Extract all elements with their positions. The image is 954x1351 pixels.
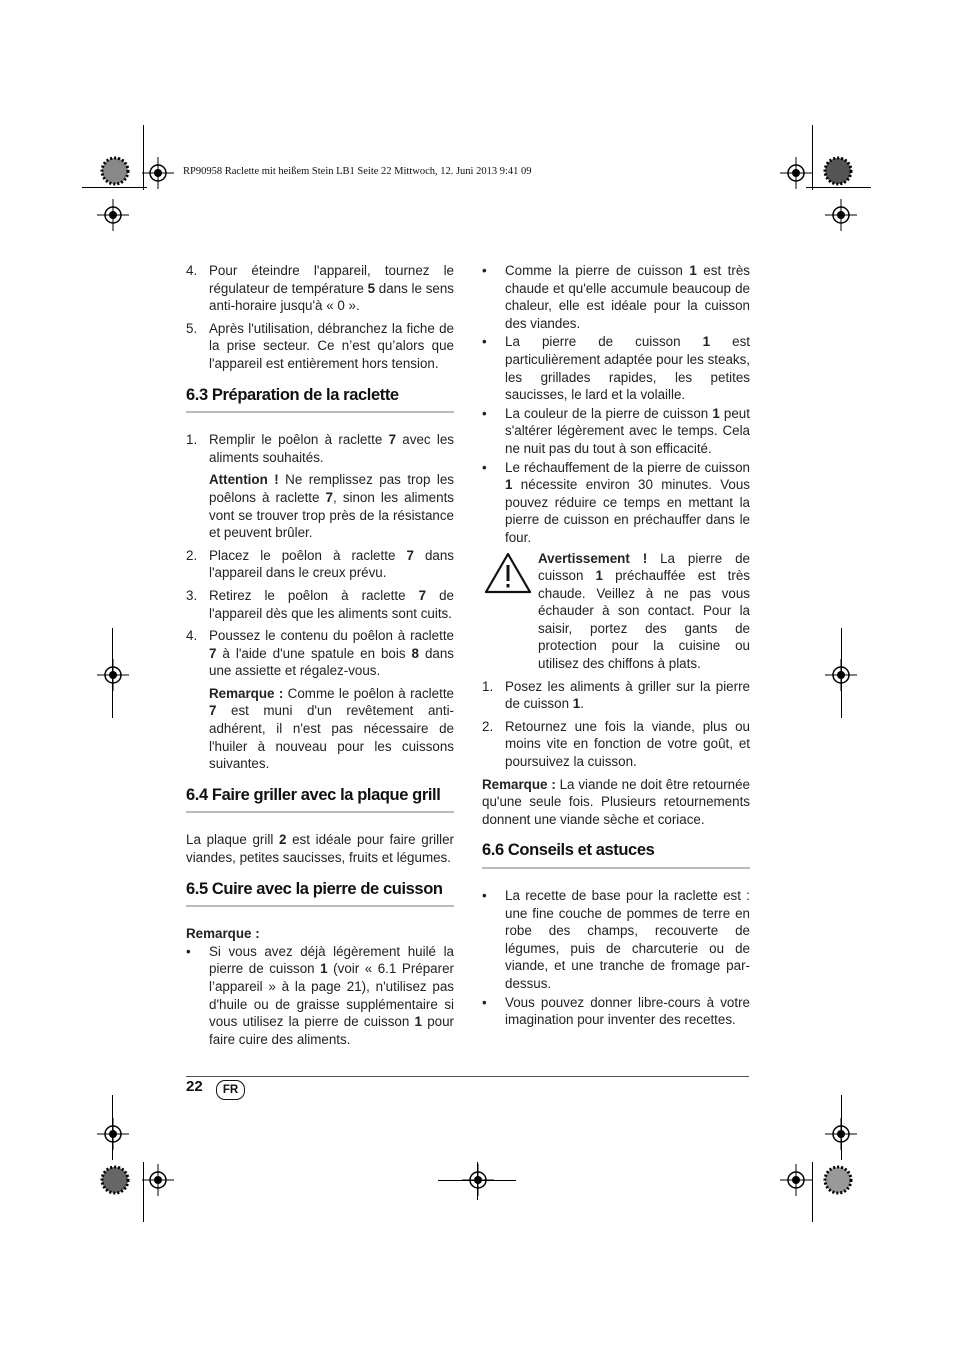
bullet-item: • Si vous avez déjà légèrement huilé la pierre de cuisson 1 (voir « 6.1 Préparer l’appareil » à la page 21), n'utilisez pas d'huile ou de graisse supplémentaire si vous utilisez la pierre de cuisson 1 pour faire cuire des aliments. — [186, 943, 454, 1047]
page-number: 22 — [186, 1078, 203, 1095]
bullet-item: • La recette de base pour la raclette est : une fine couche de pommes de terre en robe des champs, recouverte de légumes, puis de charcuterie ou de viande, et une tranche de fromage par-dessus. — [482, 888, 750, 991]
registration-mark-icon — [97, 1118, 129, 1150]
registration-mark-icon — [825, 199, 857, 231]
remark-note: Remarque : Comme le poêlon à raclette 7 est muni d'un revêtement anti-adhérent, il n'est pas nécessaire de l'huiler à nouveau pour les cuissons suivantes. — [209, 685, 454, 772]
list-item: 4. Poussez le contenu du poêlon à raclette 7 à l'aide d'une spatule en bois 8 dans une assiette et régalez-vous. — [186, 628, 454, 679]
registration-mark-icon — [97, 659, 129, 691]
section-heading-6-3: 6.3 Préparation de la raclette — [186, 387, 454, 414]
footer-rule — [186, 1076, 749, 1077]
registration-mark-icon — [780, 157, 812, 189]
attention-note: Attention ! Ne remplissez pas trop les poêlons à raclette 7, sinon les aliments vont se trouver trop près de la résistance et peuvent brûler. — [209, 472, 454, 541]
list-item: 4. Pour éteindre l'appareil, tournez le régulateur de température 5 dans le sens anti-horaire jusqu'à « 0 ». — [186, 263, 454, 314]
color-wheel-icon — [100, 1165, 130, 1195]
list-item: 5. Après l'utilisation, débranchez la fiche de la prise secteur. Ce n’est qu’alors que l'appareil est entièrement hors tension. — [186, 320, 454, 371]
registration-mark-icon — [780, 1164, 812, 1196]
list-item: 2. Placez le poêlon à raclette 7 dans l'appareil dans le creux prévu. — [186, 547, 454, 581]
section-heading-6-4: 6.4 Faire griller avec la plaque grill — [186, 787, 454, 814]
list-item: 2. Retournez une fois la viande, plus ou moins vite en fonction de votre goût, et poursuivez la cuisson. — [482, 718, 750, 770]
bullet-item: • Le réchauffement de la pierre de cuisson 1 nécessite environ 30 minutes. Vous pouvez réduire ce temps en mettant la pierre de cuisson en préchauffer dans le four. — [482, 459, 750, 545]
color-wheel-icon — [100, 156, 130, 186]
list-item: 3. Retirez le poêlon à raclette 7 de l'appareil dès que les aliments sont cuits. — [186, 587, 454, 621]
section-heading-6-5: 6.5 Cuire avec la pierre de cuisson — [186, 881, 454, 908]
registration-mark-icon — [142, 157, 174, 189]
warning-triangle-icon — [484, 552, 532, 594]
registration-mark-icon — [462, 1164, 494, 1196]
registration-mark-icon — [97, 199, 129, 231]
color-wheel-icon — [823, 156, 853, 186]
language-badge: FR — [216, 1080, 245, 1100]
remark-label: Remarque : — [186, 926, 260, 942]
bullet-item: • Vous pouvez donner libre-cours à votre imagination pour inventer des recettes. — [482, 994, 750, 1028]
bullet-item: • Comme la pierre de cuisson 1 est très chaude et qu'elle accumule beaucoup de chaleur, elle est idéale pour la cuisson des viandes. — [482, 263, 750, 331]
bullet-item: • La pierre de cuisson 1 est particulièrement adaptée pour les steaks, les grillades rapides, les petites saucisses, le lard et la volaille. — [482, 334, 750, 403]
color-wheel-icon — [823, 1165, 853, 1195]
print-header: RP90958 Raclette mit heißem Stein LB1 Seite 22 Mittwoch, 12. Juni 2013 9:41 09 — [183, 166, 532, 177]
right-column — [482, 262, 750, 1029]
section-heading-6-6: 6.6 Conseils et astuces — [482, 842, 750, 869]
left-column — [186, 262, 454, 1048]
warning-box: Avertissement ! La pierre de cuisson 1 préchauffée est très chaude. Veillez à ne pas vous échauder à son contact. Pour la saisir, portez des gants de protection pour la cuisine ou utilisez des chiffons à plats. — [482, 550, 750, 673]
remark-note: Remarque : La viande ne doit être retournée qu'une seule fois. Plusieurs retournements donnent une viande sèche et coriace. — [482, 776, 750, 827]
paragraph: La plaque grill 2 est idéale pour faire griller viandes, petites saucisses, fruits et légumes. — [186, 832, 454, 866]
list-item: 1. Posez les aliments à griller sur la pierre de cuisson 1. — [482, 678, 750, 712]
registration-mark-icon — [142, 1164, 174, 1196]
registration-mark-icon — [825, 1118, 857, 1150]
bullet-item: • La couleur de la pierre de cuisson 1 peut s'altérer légèrement avec le temps. Cela ne nuit pas du tout à son efficacité. — [482, 405, 750, 456]
list-item: 1. Remplir le poêlon à raclette 7 avec les aliments souhaités. — [186, 432, 454, 465]
